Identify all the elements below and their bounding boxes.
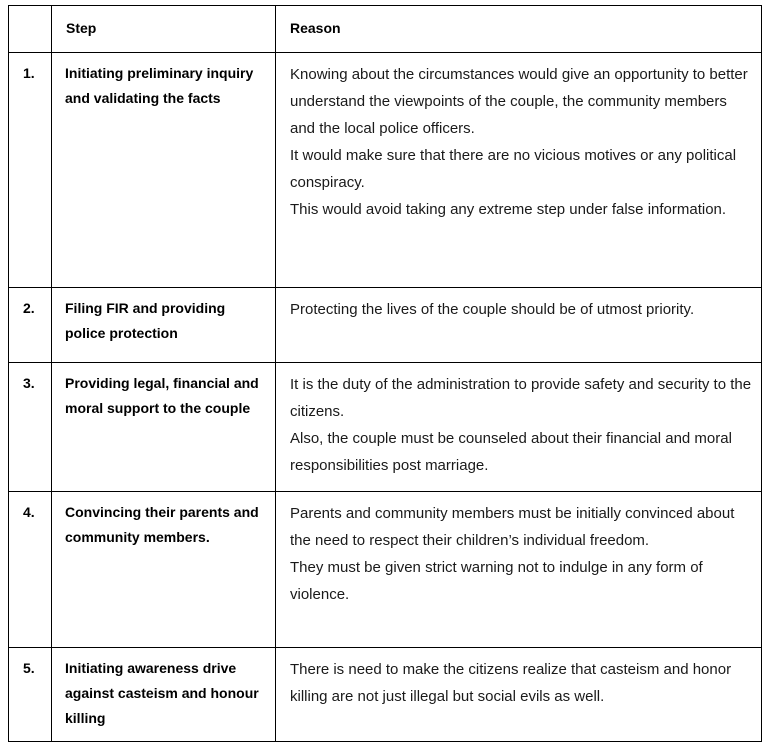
table-row	[9, 53, 762, 288]
row-reason	[276, 492, 762, 648]
row-number: 1.	[9, 53, 52, 288]
row-number: 2.	[9, 288, 52, 363]
reason-line: They must be given strict warning not to indulge in any form of violence.	[290, 559, 703, 603]
row-step: Convincing their parents and community members.	[52, 492, 276, 648]
row-step: Providing legal, financial and moral support to the couple	[52, 363, 276, 492]
header-reason: Reason	[276, 6, 762, 53]
reason-line: Protecting the lives of the couple should be of utmost priority.	[290, 301, 695, 318]
reason-line: Also, the couple must be counseled about their financial and moral responsibilities post marriage.	[290, 430, 732, 474]
reason-line: There is need to make the citizens realize that casteism and honor killing are not just illegal but social evils as well.	[290, 661, 732, 705]
row-number: 3.	[9, 363, 52, 492]
header-step: Step	[52, 6, 276, 53]
reason-line: Knowing about the circumstances would give an opportunity to better understand the viewpoints of the couple, the community members and the local police officers.	[290, 66, 748, 137]
reason-line: This would avoid taking any extreme step under false information.	[290, 201, 727, 218]
reason-line: It would make sure that there are no vicious motives or any political conspiracy.	[290, 147, 737, 191]
table-row	[9, 648, 762, 742]
row-reason	[276, 53, 762, 288]
reason-line: It is the duty of the administration to provide safety and security to the citizens.	[290, 376, 752, 420]
steps-table	[8, 5, 762, 742]
row-step: Initiating preliminary inquiry and validating the facts	[52, 53, 276, 288]
row-step: Filing FIR and providing police protection	[52, 288, 276, 363]
table-header-row	[9, 6, 762, 53]
row-reason	[276, 363, 762, 492]
table-row	[9, 492, 762, 648]
reason-line: Parents and community members must be initially convinced about the need to respect their children’s individual freedom.	[290, 505, 735, 549]
row-reason	[276, 288, 762, 363]
row-step: Initiating awareness drive against casteism and honour killing	[52, 648, 276, 742]
header-number	[9, 6, 52, 53]
row-number: 4.	[9, 492, 52, 648]
row-reason	[276, 648, 762, 742]
row-number: 5.	[9, 648, 52, 742]
table-row	[9, 363, 762, 492]
table-row	[9, 288, 762, 363]
